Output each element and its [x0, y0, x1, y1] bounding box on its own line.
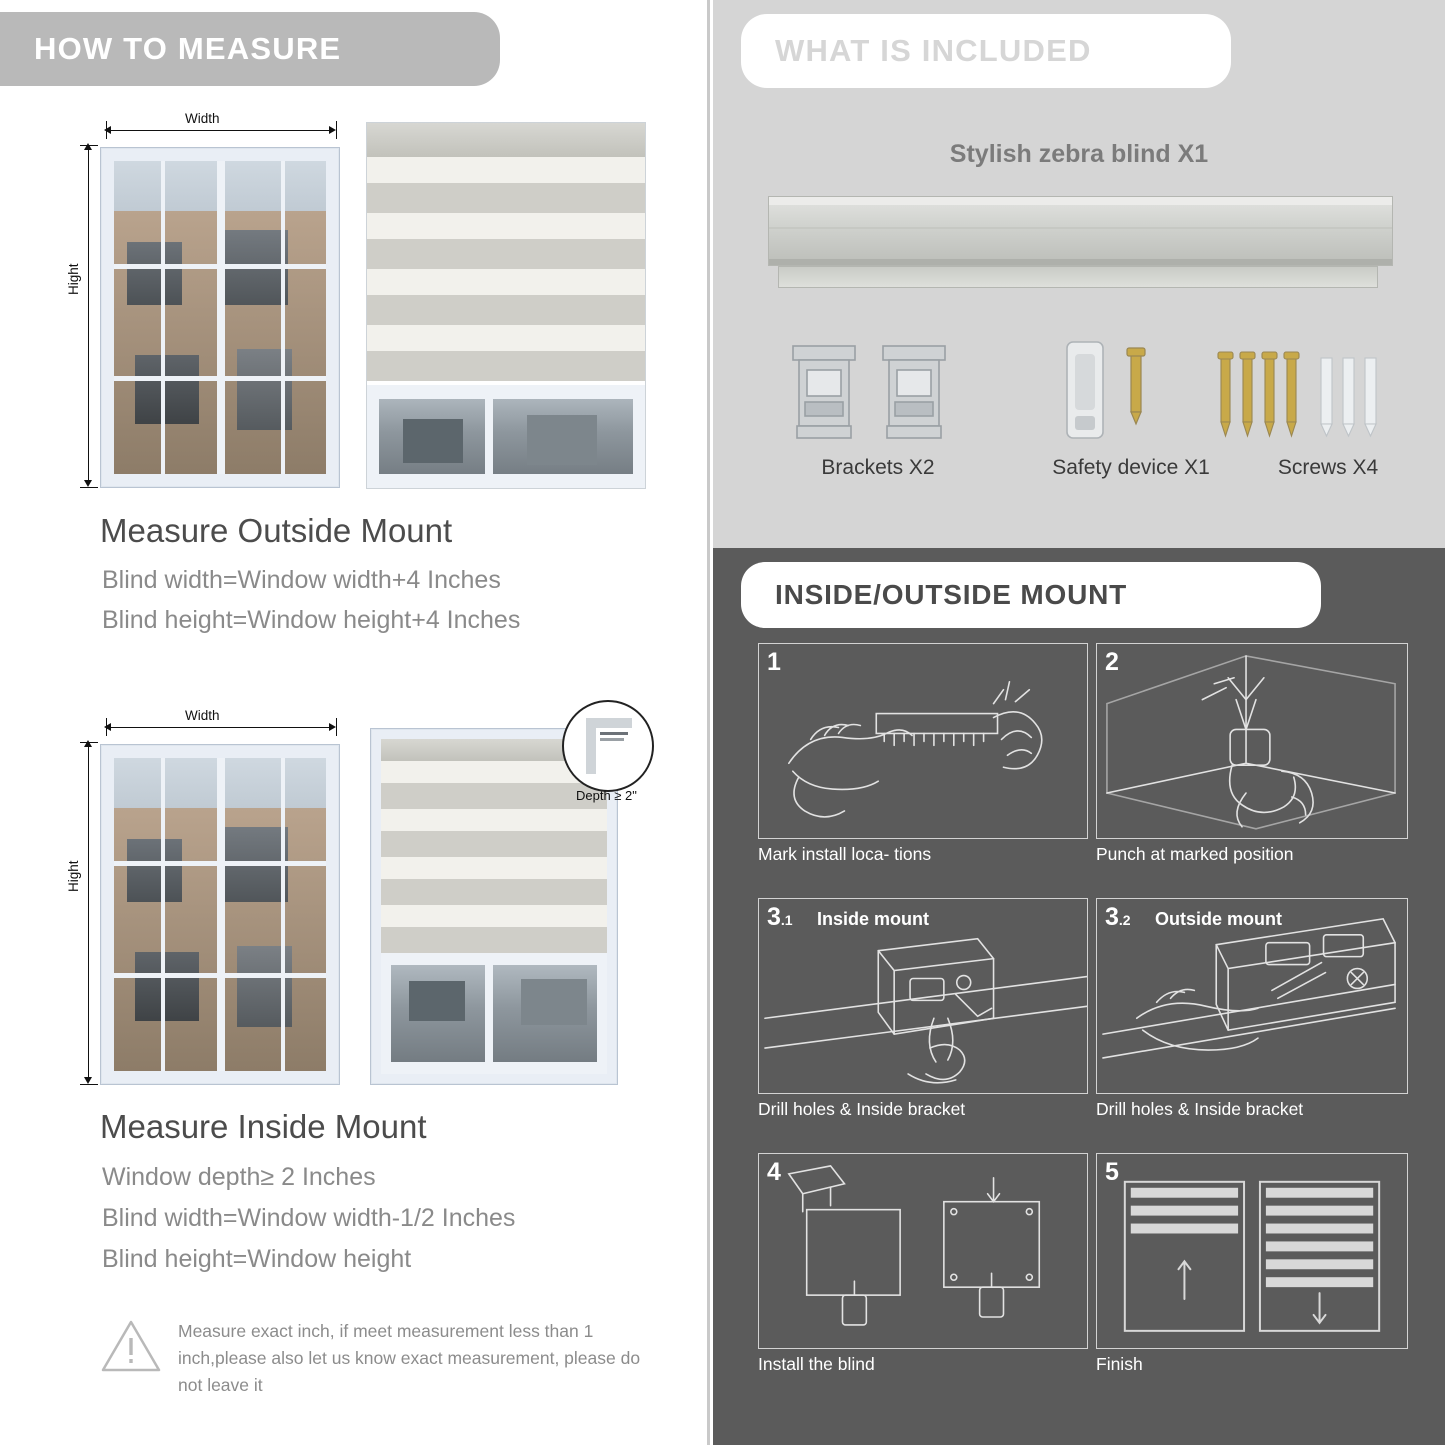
how-to-measure-banner-label: HOW TO MEASURE [34, 31, 342, 66]
depth-callout-circle [562, 700, 654, 792]
step-2-caption: Punch at marked position [1096, 844, 1294, 864]
measure-warning [100, 1318, 660, 1399]
zebra-blind-bottom-rail-graphic [778, 266, 1378, 288]
step-3-2-caption: Drill holes & Inside bracket [1096, 1099, 1304, 1119]
bracket-inside-icon [759, 899, 1087, 1094]
safety-device-icon [1053, 336, 1203, 450]
step-3-2-illustration [1096, 898, 1408, 1094]
depth-label: Depth ≥ 2" [576, 788, 637, 803]
warning-triangle-icon [100, 1318, 162, 1374]
screws-caption: Screws X4 [1277, 456, 1379, 479]
brackets-caption: Brackets X2 [821, 456, 935, 479]
step-3-2-number: 3.2 [1105, 903, 1131, 931]
window-graphic-inside [100, 744, 340, 1085]
outside-mount-heading: Measure Outside Mount [100, 512, 453, 549]
outside-width-label: Width [185, 111, 220, 126]
outside-mount-line-1: Blind width=Window width+4 Inches [102, 566, 501, 594]
step-3-1-number: 3.1 [767, 903, 793, 931]
step-1-illustration [758, 643, 1088, 839]
inside-height-label: Hight [66, 860, 81, 892]
window-graphic-outside [100, 147, 340, 488]
outside-height-label: Hight [66, 263, 81, 295]
finished-blind-icon [1097, 1154, 1407, 1349]
step-4-caption: Install the blind [758, 1354, 875, 1374]
tape-measure-icon [759, 644, 1087, 839]
inside-outside-mount-banner [741, 562, 1321, 628]
step-5-caption: Finish [1096, 1354, 1143, 1374]
step-3-1-subtitle: Inside mount [817, 909, 929, 929]
step-5-illustration [1096, 1153, 1408, 1349]
measure-warning-text: Measure exact inch, if meet measurement less than 1 inch,please also let us know exact measurement, please do not leave it [178, 1321, 641, 1396]
screws-icon [1211, 336, 1391, 450]
what-is-included-panel [713, 0, 1445, 548]
how-to-measure-panel [0, 0, 710, 1445]
step-3-2-subtitle: Outside mount [1155, 909, 1282, 929]
step-3-1-caption: Drill holes & Inside bracket [758, 1099, 966, 1119]
inside-outside-mount-banner-label: INSIDE/OUTSIDE MOUNT [775, 579, 1128, 610]
safety-device-caption: Safety device X1 [1052, 456, 1210, 479]
inside-mount-line-3: Blind height=Window height [102, 1245, 412, 1273]
outside-mount-line-2: Blind height=Window height+4 Inches [102, 606, 521, 634]
included-product-title: Stylish zebra blind X1 [949, 140, 1209, 168]
inside-width-label: Width [185, 708, 220, 723]
bracket-outside-icon [1097, 899, 1407, 1094]
zebra-blind-headrail-graphic [768, 196, 1393, 266]
what-is-included-banner [741, 14, 1231, 88]
inside-outside-mount-panel [713, 548, 1445, 1445]
inside-mount-heading: Measure Inside Mount [100, 1108, 427, 1145]
step-3-1-illustration [758, 898, 1088, 1094]
blind-graphic-outside [366, 122, 646, 489]
what-is-included-banner-label: WHAT IS INCLUDED [775, 33, 1092, 68]
step-2-illustration [1096, 643, 1408, 839]
step-2-number: 2 [1105, 648, 1119, 676]
step-1-number: 1 [767, 648, 781, 676]
step-1-caption: Mark install loca- tions [758, 844, 932, 864]
brackets-icon [783, 340, 973, 450]
step-4-number: 4 [767, 1158, 781, 1186]
inside-mount-line-1: Window depth≥ 2 Inches [102, 1163, 376, 1191]
step-4-illustration [758, 1153, 1088, 1349]
drill-icon [1097, 644, 1407, 839]
inside-mount-line-2: Blind width=Window width-1/2 Inches [102, 1204, 516, 1232]
install-blind-icon [759, 1154, 1087, 1349]
step-5-number: 5 [1105, 1158, 1119, 1186]
how-to-measure-banner [0, 12, 500, 86]
